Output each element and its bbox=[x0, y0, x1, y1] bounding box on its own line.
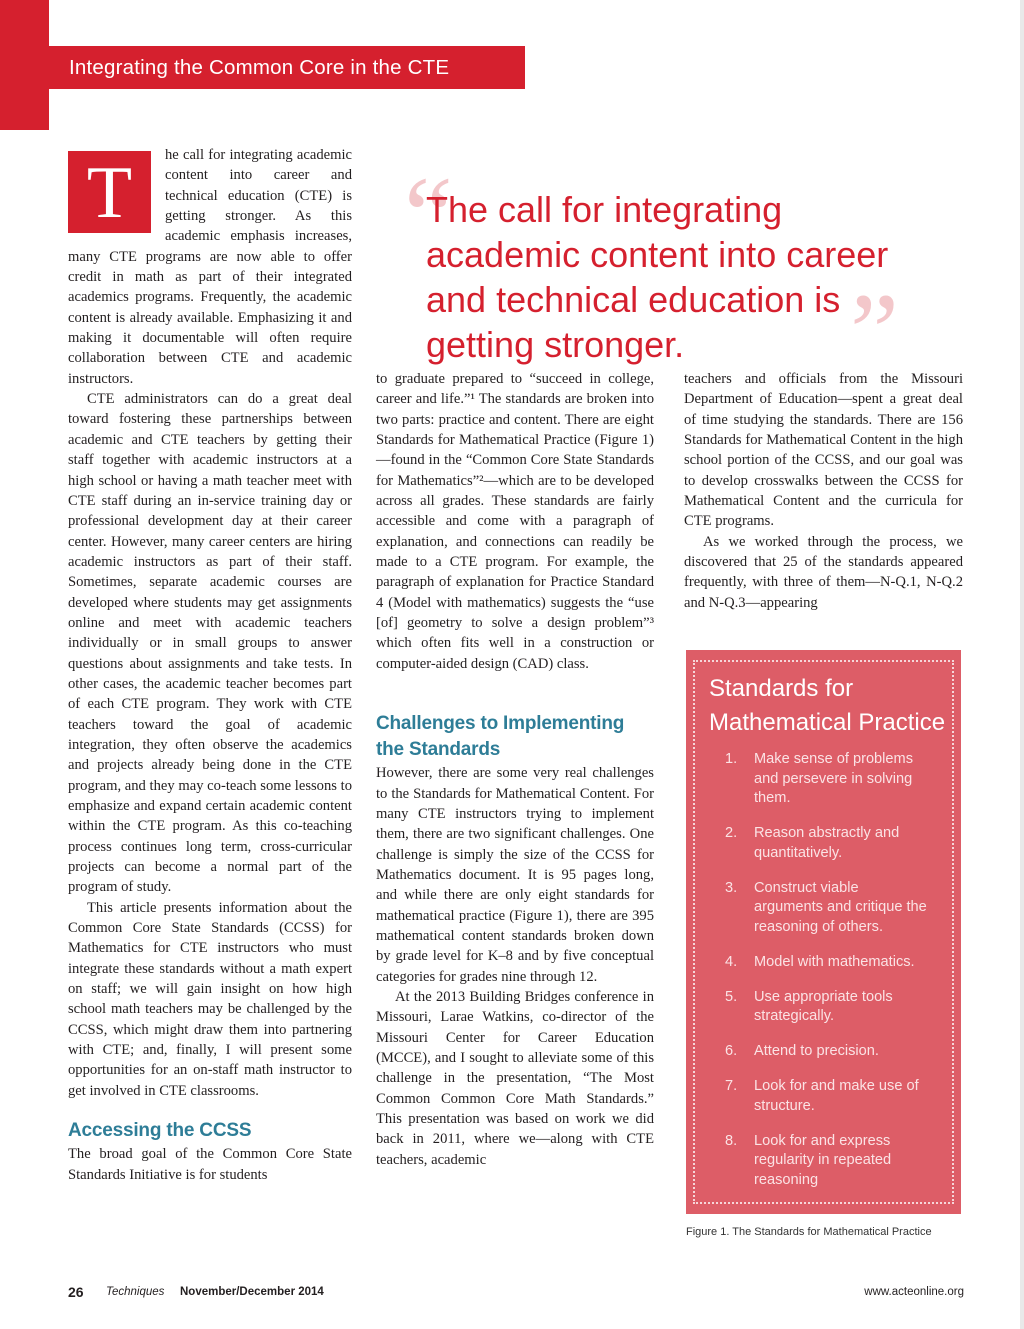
corner-accent-block bbox=[0, 0, 49, 130]
article-column-3 bbox=[684, 369, 963, 613]
paragraph: At the 2013 Building Bridges conference in Missouri, Larae Watkins, co-director of the Missouri Center for Career Education (MCCE), and I sought to alleviate some of this challenge in the presentation, “The Most Common Common Core Math Standards.” This presentation was based on work we did back in 2011, where we—along with CTE teachers, academic bbox=[376, 988, 654, 1168]
paragraph: This article presents information about the Common Core State Standards (CCSS) for Mathematics for CTE instructors who must integrate these standards without a math expert on staff; we will gain insight on how high school math teachers may be challenged by the CCSS, which might draw them into partnering with CTE; and, finally, I will present some opportunities for an on-staff math instructor to get involved in CTE classrooms. bbox=[68, 899, 352, 1099]
paragraph: he call for integrating academic content into career and technical education (CTE) is getting stronger. As this academic emphasis increases, many CTE programs are now able to offer credit in math as part of their integrated academics programs. Frequently, the academic content is already available. Emphasizing it and making it documentable will often require collaboration between CTE and academic instructors. bbox=[68, 147, 352, 387]
paragraph: CTE administrators can do a great deal toward fostering these partnerships between academic and CTE teachers by getting their staff together with academic instructors at a high school or having a math teacher meet with CTE staff during an in-service training day or professional development day at their career center. However, many career centers are hiring academic instructors as part of their staff. Sometimes, separate academic courses are developed where students may get assignments online and meet with academic teachers individually or in small groups to answer questions about assignments and take tests. In other cases, the academic teacher becomes part of each CTE program. They work with CTE teachers toward the goal of academic integration, they often observe the academics and projects already being done in the CTE program, and they may co-teach some lessons to emphasize and expand certain academic content within the CTE program. As this co-teaching process continues long term, cross-curricular projects can become a normal part of the program of study. bbox=[68, 391, 352, 896]
article-column-1 bbox=[68, 145, 352, 1185]
list-item: 8. Look for and express regularity in repeated reasoning bbox=[725, 1132, 892, 1188]
open-quote-mark: “ bbox=[404, 154, 453, 276]
pull-quote: The call for integrating academic content into career and technical education is getting stronger. bbox=[426, 189, 889, 365]
list-item: 1. Make sense of problems and persevere in solving them. bbox=[725, 751, 913, 806]
paragraph: to graduate prepared to “succeed in college, career and life.”¹ The standards are broken into two parts: practice and content. There are eight Standards for Mathematical Practice (Figure 1)—found in the “Common Core State Standards for Mathematics”²—which are to be developed across all grades. These standards are fairly accessible and come with a paragraph of explanation, and connections can readily be made to a CTE program. For example, the paragraph of explanation for Practice Standard 4 (Model with mathematics) suggests the “use [of] geometry to solve a design problem”³ which often fits well in a construction or computer-aided design (CAD) class. bbox=[376, 371, 654, 672]
paragraph: teachers and officials from the Missouri Department of Education—spent a great deal of time studying the standards. There are 156 Standards for Mathematical Content in the high school portion of the CCSS, and our goal was to develop crosswalks between the CCSS for Mathematical Content and the curricula for CTE programs. bbox=[684, 371, 963, 530]
figure-caption: Figure 1. The Standards for Mathematical Practice bbox=[686, 1226, 932, 1238]
list-item: 7. Look for and make use of structure. bbox=[725, 1078, 919, 1114]
standards-list bbox=[708, 750, 948, 1206]
standards-sidebar bbox=[686, 650, 961, 1214]
subhead-accessing-ccss: Accessing the CCSS bbox=[68, 1120, 252, 1142]
drop-cap: T bbox=[68, 151, 151, 233]
page-footer bbox=[68, 1284, 964, 1304]
page-number: 26 bbox=[68, 1284, 84, 1300]
website-link[interactable]: www.acteonline.org bbox=[864, 1286, 964, 1298]
paragraph: As we worked through the process, we discovered that 25 of the standards appeared frequently, with three of them—N-Q.1, N-Q.2 and N-Q.3—appearing bbox=[684, 533, 963, 611]
list-item: 2. Reason abstractly and quantitatively. bbox=[725, 825, 900, 861]
magazine-name: Techniques bbox=[106, 1286, 165, 1298]
close-quote-mark: ” bbox=[850, 271, 899, 393]
section-header: Integrating the Common Core in the CTE Classroom bbox=[49, 46, 525, 89]
issue-date: November/December 2014 bbox=[180, 1286, 324, 1298]
list-item: 3. Construct viable arguments and critique the reasoning of others. bbox=[725, 879, 927, 935]
paragraph: The broad goal of the Common Core State Standards Initiative is for students bbox=[68, 1146, 352, 1183]
list-item: 5. Use appropriate tools strategically. bbox=[725, 988, 893, 1024]
paragraph: However, there are some very real challenges to the Standards for Mathematical Content. For many CTE instructors trying to implement them, there are two significant challenges. One challenge is simply the size of the CCSS for Mathematics document. It is 95 pages long, and while there are only eight standards for mathematical practice (Figure 1), there are 395 mathematical content standards broken down by grade level for K–8 and by five conceptual categories for grades nine through 12. bbox=[376, 765, 654, 985]
sidebar-title: Standards for Mathematical Practice bbox=[709, 675, 946, 736]
article-column-2 bbox=[376, 369, 654, 1170]
subhead-challenges: Challenges to Implementing the Standards bbox=[376, 713, 625, 761]
page-edge bbox=[1020, 0, 1024, 1329]
list-item: 6. Attend to precision. bbox=[725, 1043, 879, 1059]
list-item: 4. Model with mathematics. bbox=[725, 953, 915, 970]
